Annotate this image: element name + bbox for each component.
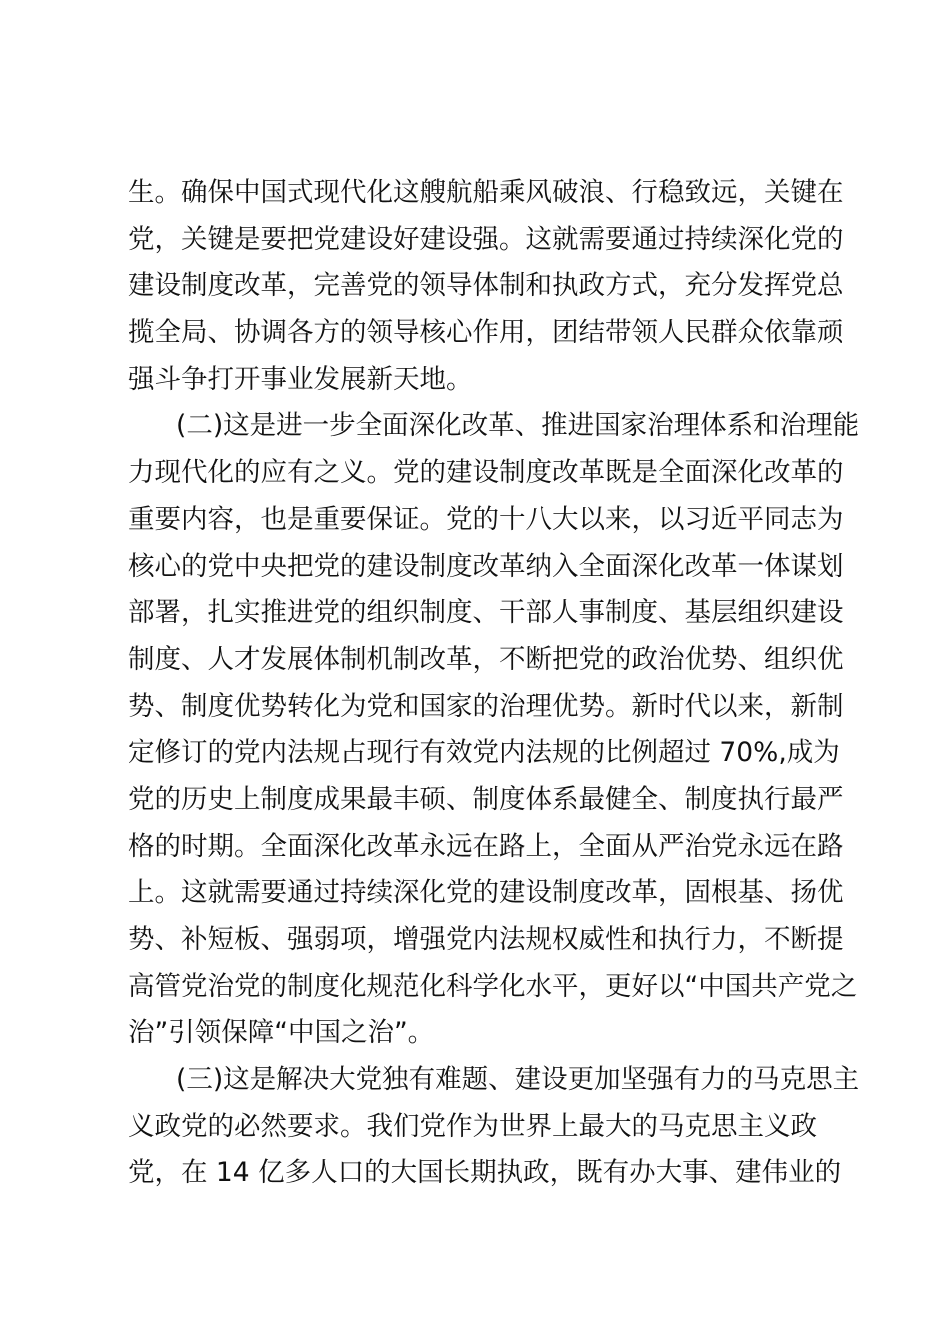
text-line: 党，在 14 亿多人口的大国长期执政，既有办大事、建伟业的 [128,1157,842,1189]
text-line: 生。确保中国式现代化这艘航船乘风破浪、行稳致远，关键在 [128,177,844,208]
text-line: 高管党治党的制度化规范化科学化水平，更好以“中国共产党之 [128,970,858,1002]
text-line: 部署，扎实推进党的组织制度、干部人事制度、基层组织建设 [128,597,844,629]
section-three-heading-line: (三)这是解决大党独有难题、建设更加坚强有力的马克思主 [176,1064,860,1096]
text-line: 格的时期。全面深化改革永远在路上，全面从严治党永远在路 [128,830,844,862]
text-line: 义政党的必然要求。我们党作为世界上最大的马克思主义政 [128,1110,817,1142]
text-line: 治”引领保障“中国之治”。 [128,1017,435,1049]
text-line: 势、制度优势转化为党和国家的治理优势。新时代以来，新制 [128,690,844,722]
text-line: 核心的党中央把党的建设制度改革纳入全面深化改革一体谋划 [128,550,844,582]
body-text [128,170,860,1197]
text-line: 建设制度改革，完善党的领导体制和执政方式，充分发挥党总 [128,270,844,302]
text-line: 党的历史上制度成果最丰硕、制度体系最健全、制度执行最严 [128,783,844,815]
text-line: 力现代化的应有之义。党的建设制度改革既是全面深化改革的 [128,457,844,489]
text-line: 强斗争打开事业发展新天地。 [128,363,473,395]
text-line: 揽全局、协调各方的领导核心作用，团结带领人民群众依靠顽 [128,317,844,349]
text-line: 定修订的党内法规占现行有效党内法规的比例超过 70%,成为 [128,737,840,769]
text-line: 制度、人才发展体制机制改革，不断把党的政治优势、组织优 [128,643,844,675]
text-line: 上。这就需要通过持续深化党的建设制度改革，固根基、扬优 [128,877,844,909]
text-line: 势、补短板、强弱项，增强党内法规权威性和执行力，不断提 [128,924,844,955]
section-two-heading-line: (二)这是进一步全面深化改革、推进国家治理体系和治理能 [176,410,860,442]
text-line: 重要内容，也是重要保证。党的十八大以来，以习近平同志为 [128,503,844,535]
text-line: 党，关键是要把党建设好建设强。这就需要通过持续深化党的 [128,223,844,255]
